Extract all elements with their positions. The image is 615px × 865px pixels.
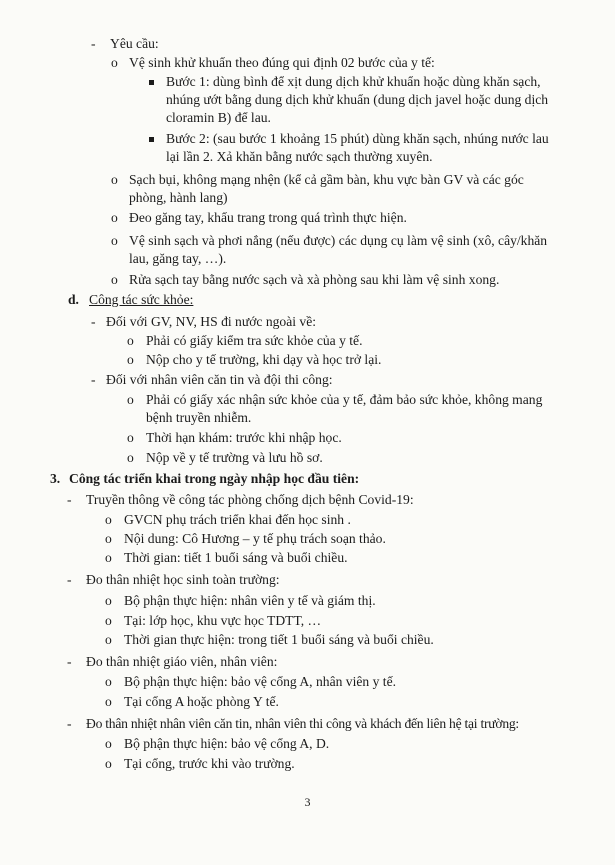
buoc1-line3: cloramin B) để lau. (166, 110, 271, 125)
circle-bullet: o (105, 736, 112, 751)
vs-intro: Vệ sinh khử khuẩn theo đúng qui định 02 bước của y tế: (129, 55, 435, 70)
do-than-nhiet-hs: Đo thân nhiệt học sinh toàn trường: (86, 572, 280, 587)
dash-bullet: - (67, 572, 72, 587)
thoi-han-kham: Thời hạn khám: trước khi nhập học. (146, 430, 342, 445)
page-number: 3 (304, 795, 311, 809)
sach-bui-line2: phòng, hành lang) (129, 190, 228, 205)
dash-bullet: - (91, 372, 96, 387)
thoi-gian-1: Thời gian: tiết 1 buổi sáng và buổi chiều. (124, 550, 348, 565)
circle-bullet: o (105, 550, 112, 565)
rua-tay: Rửa sạch tay bằng nước sạch và xà phòng sau khi làm vệ sinh xong. (129, 272, 500, 287)
dash-bullet: - (67, 654, 72, 669)
circle-bullet: o (111, 210, 118, 225)
nv-can-tin: Đối với nhân viên căn tin và đội thi công: (106, 372, 333, 387)
ve-sinh-dung-cu-line2: lau, găng tay, …). (129, 251, 227, 266)
yeu-cau-heading: Yêu cầu: (110, 36, 159, 51)
sach-bui-line1: Sạch bụi, không mạng nhện (kể cả gầm bàn, khu vực bàn GV và các góc (129, 172, 524, 187)
square-bullet-icon (149, 80, 154, 85)
circle-bullet: o (111, 172, 118, 187)
do-than-nhiet-nv: Đo thân nhiệt nhân viên căn tin, nhân viên thi công và khách đến liên hệ tại trường: (86, 716, 519, 731)
circle-bullet: o (105, 531, 112, 546)
section-d-title: Công tác sức khỏe: (89, 292, 194, 307)
buoc2-line2: lại lần 2. Xả khăn bằng nước sạch thường xuyên. (166, 149, 433, 164)
dash-bullet: - (67, 492, 72, 507)
circle-bullet: o (105, 613, 112, 628)
circle-bullet: o (105, 593, 112, 608)
circle-bullet: o (105, 632, 112, 647)
bo-phan-3: Bộ phận thực hiện: bảo vệ cổng A, D. (124, 736, 330, 751)
circle-bullet: o (127, 450, 134, 465)
xac-nhan-line1: Phải có giấy xác nhận sức khỏe của y tế, đảm bảo sức khỏe, không mang (146, 392, 543, 407)
tai-3: Tại cổng, trước khi vào trường. (124, 756, 295, 771)
xac-nhan-line2: bệnh truyền nhiễm. (146, 410, 252, 425)
bo-phan-1: Bộ phận thực hiện: nhân viên y tế và giám thị. (124, 593, 376, 608)
nop-y-te: Nộp cho y tế trường, khi dạy và học trở lại. (146, 352, 382, 367)
bo-phan-2: Bộ phận thực hiện: bảo vệ cổng A, nhân viên y tế. (124, 674, 397, 689)
circle-bullet: o (127, 430, 134, 445)
section-d-label: d. (68, 292, 79, 307)
ve-sinh-dung-cu-line1: Vệ sinh sạch và phơi nắng (nếu được) các dụng cụ làm vệ sinh (xô, cây/khăn (129, 233, 548, 248)
buoc2-line1: Bước 2: (sau bước 1 khoảng 15 phút) dùng khăn sạch, nhúng nước lau (166, 131, 549, 146)
buoc1-line1: Bước 1: dùng bình để xịt dung dịch khử khuẩn hoặc dùng khăn sạch, (166, 74, 541, 89)
deo-gang-tay: Đeo găng tay, khẩu trang trong quá trình thực hiện. (129, 210, 407, 225)
circle-bullet: o (105, 694, 112, 709)
circle-bullet: o (105, 756, 112, 771)
do-than-nhiet-gv: Đo thân nhiệt giáo viên, nhân viên: (86, 654, 278, 669)
circle-bullet: o (111, 233, 118, 248)
circle-bullet: o (127, 352, 134, 367)
tai-1: Tại: lớp học, khu vực học TDTT, … (124, 613, 322, 628)
gvcn: GVCN phụ trách triển khai đến học sinh . (124, 512, 351, 527)
circle-bullet: o (105, 674, 112, 689)
dash-bullet: - (91, 314, 96, 329)
buoc1-line2: nhúng ướt bằng dung dịch khử khuẩn (dung dịch javel hoặc dung dịch (166, 92, 549, 107)
gv-nuoc-ngoai: Đối với GV, NV, HS đi nước ngoài về: (106, 314, 317, 329)
square-bullet-icon (149, 137, 154, 142)
section-3-label: 3. (50, 471, 61, 486)
tai-2: Tại cổng A hoặc phòng Y tế. (124, 694, 279, 709)
nop-ve: Nộp về y tế trường và lưu hồ sơ. (146, 450, 323, 465)
circle-bullet: o (111, 272, 118, 287)
dash-bullet: - (91, 36, 96, 51)
dash-bullet: - (67, 716, 72, 731)
circle-bullet: o (127, 333, 134, 348)
thoi-gian-2: Thời gian thực hiện: trong tiết 1 buổi sáng và buổi chiều. (124, 632, 434, 647)
noi-dung: Nội dung: Cô Hương – y tế phụ trách soạn thảo. (124, 531, 386, 546)
section-3-title: Công tác triển khai trong ngày nhập học đầu tiên: (69, 471, 360, 486)
truyen-thong: Truyền thông về công tác phòng chống dịch bệnh Covid-19: (86, 492, 414, 507)
circle-bullet: o (105, 512, 112, 527)
giay-kiem-tra: Phải có giấy kiểm tra sức khỏe của y tế. (146, 333, 363, 348)
circle-bullet: o (111, 55, 118, 70)
circle-bullet: o (127, 392, 134, 407)
